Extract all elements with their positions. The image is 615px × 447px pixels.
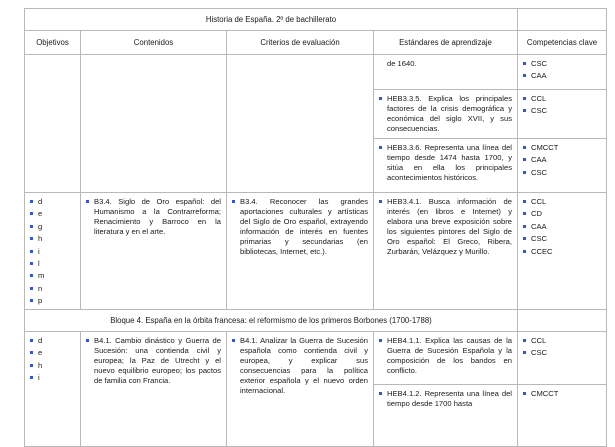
- standard-text: HEB4.1.2. Representa una línea del tiempo desde 1700 hasta: [379, 389, 512, 409]
- objective-item: e: [30, 348, 75, 358]
- table-title-text: Historia de España. 2º de bachillerato: [205, 15, 337, 24]
- competency-item: CMCCT: [523, 143, 601, 153]
- standard-cell: [373, 54, 518, 90]
- content-text: B4.1. Cambio dinástico y Guerra de Sucesión: una contienda civil y europea; la Paz de Utrecht y el nuevo equilibrio europeo; los pactos de familia con Francia.: [86, 336, 221, 386]
- competency-item: CAA: [523, 222, 601, 232]
- header-label: Estándares de aprendizaje: [399, 38, 492, 47]
- header-competencias: [517, 30, 607, 55]
- block-title: [24, 309, 518, 332]
- objective-item: n: [30, 284, 75, 294]
- standard-cell: [373, 192, 518, 310]
- competencies-cell: [517, 89, 607, 139]
- competency-item: CSC: [523, 168, 601, 178]
- table-title: [24, 8, 518, 31]
- standard-text: HEB4.1.1. Explica las causas de la Guerra de Sucesión Española y la composición de los bandos en conflicto.: [379, 336, 512, 376]
- competencies-cell: [517, 192, 607, 310]
- standard-text: de 1640.: [387, 59, 417, 68]
- competency-item: CD: [523, 209, 601, 219]
- objective-item: i: [30, 373, 75, 383]
- standard-cell: [373, 331, 518, 385]
- objective-item: l: [30, 259, 75, 269]
- objectives-cell: [24, 192, 81, 310]
- objective-item: h: [30, 361, 75, 371]
- objective-item: d: [30, 197, 75, 207]
- competencies-cell: [517, 384, 607, 447]
- header-objetivos: [24, 30, 81, 55]
- competencies-list: [523, 389, 601, 399]
- objective-item: m: [30, 271, 75, 281]
- criteria-text: B3.4. Reconocer las grandes aportaciones culturales y artísticas del Siglo de Oro español, extrayendo información de interés en fuentes primarias y secundarias (en bibliotecas, Internet, etc.).: [232, 197, 368, 257]
- standard-text: HEB3.3.6. Representa una línea del tiempo desde 1474 hasta 1700, y sitúa en ella los principales acontecimientos históricos.: [379, 143, 512, 183]
- criteria-cell: [226, 331, 374, 447]
- header-label: Objetivos: [36, 38, 69, 47]
- criteria-cell-empty: [226, 54, 374, 193]
- criteria-text: B4.1. Analizar la Guerra de Sucesión española como contienda civil y europea, y explicar sus consecuencias para la política exterior española y el nuevo orden internacional.: [232, 336, 368, 396]
- competencies-list: [523, 336, 601, 358]
- content-cell-empty: [80, 54, 227, 193]
- competencies-cell: [517, 138, 607, 193]
- header-estandares: [373, 30, 518, 55]
- objective-item: i: [30, 247, 75, 257]
- competency-item: CSC: [523, 106, 601, 116]
- criteria-cell: [226, 192, 374, 310]
- objective-item: d: [30, 336, 75, 346]
- standard-text: HEB3.4.1. Busca información de interés (en libros e Internet) y elabora una breve exposición sobre los siguientes pintores del Siglo de Oro español: El Greco, Ribera, Zurbarán, Velázquez y Murillo.: [379, 197, 512, 257]
- header-label: Competencias clave: [526, 38, 598, 47]
- competency-item: CCEC: [523, 247, 601, 257]
- competencies-list: [523, 197, 601, 257]
- content-cell: [80, 192, 227, 310]
- header-label: Criterios de evaluación: [260, 38, 340, 47]
- header-criterios: [226, 30, 374, 55]
- content-cell: [80, 331, 227, 447]
- objectives-list: [30, 336, 75, 383]
- standard-cell: [373, 89, 518, 139]
- objectives-cell: [24, 331, 81, 447]
- competencies-list: [523, 94, 601, 116]
- competency-item: CSC: [523, 234, 601, 244]
- competencies-list: [523, 59, 601, 81]
- competency-item: CCL: [523, 336, 601, 346]
- competencies-cell: [517, 331, 607, 385]
- standard-cell: [373, 384, 518, 447]
- standard-cell: [373, 138, 518, 193]
- competency-item: CCL: [523, 94, 601, 104]
- competency-item: CAA: [523, 155, 601, 165]
- objectives-cell-empty: [24, 54, 81, 193]
- block-title-text: Bloque 4. España en la órbita francesa: el reformismo de los primeros Borbones (1700-1788): [110, 316, 432, 325]
- objective-item: p: [30, 296, 75, 306]
- competencies-list: [523, 143, 601, 178]
- header-label: Contenidos: [133, 38, 174, 47]
- content-text: B3.4. Siglo de Oro español: del Humanismo a la Contrarreforma; Renacimiento y Barroco en la literatura y en el arte.: [86, 197, 221, 237]
- block-title-empty-cell: [517, 309, 607, 332]
- competency-item: CSC: [523, 348, 601, 358]
- objective-item: e: [30, 209, 75, 219]
- standard-text: HEB3.3.5. Explica los principales factores de la crisis demográfica y económica del siglo XVII, y sus consecuencias.: [379, 94, 512, 134]
- objective-item: g: [30, 222, 75, 232]
- objective-item: h: [30, 234, 75, 244]
- competency-item: CSC: [523, 59, 601, 69]
- competency-item: CMCCT: [523, 389, 601, 399]
- competency-item: CCL: [523, 197, 601, 207]
- objectives-list: [30, 197, 75, 306]
- title-empty-cell: [517, 8, 607, 31]
- header-contenidos: [80, 30, 227, 55]
- competencies-cell: [517, 54, 607, 90]
- competency-item: CAA: [523, 71, 601, 81]
